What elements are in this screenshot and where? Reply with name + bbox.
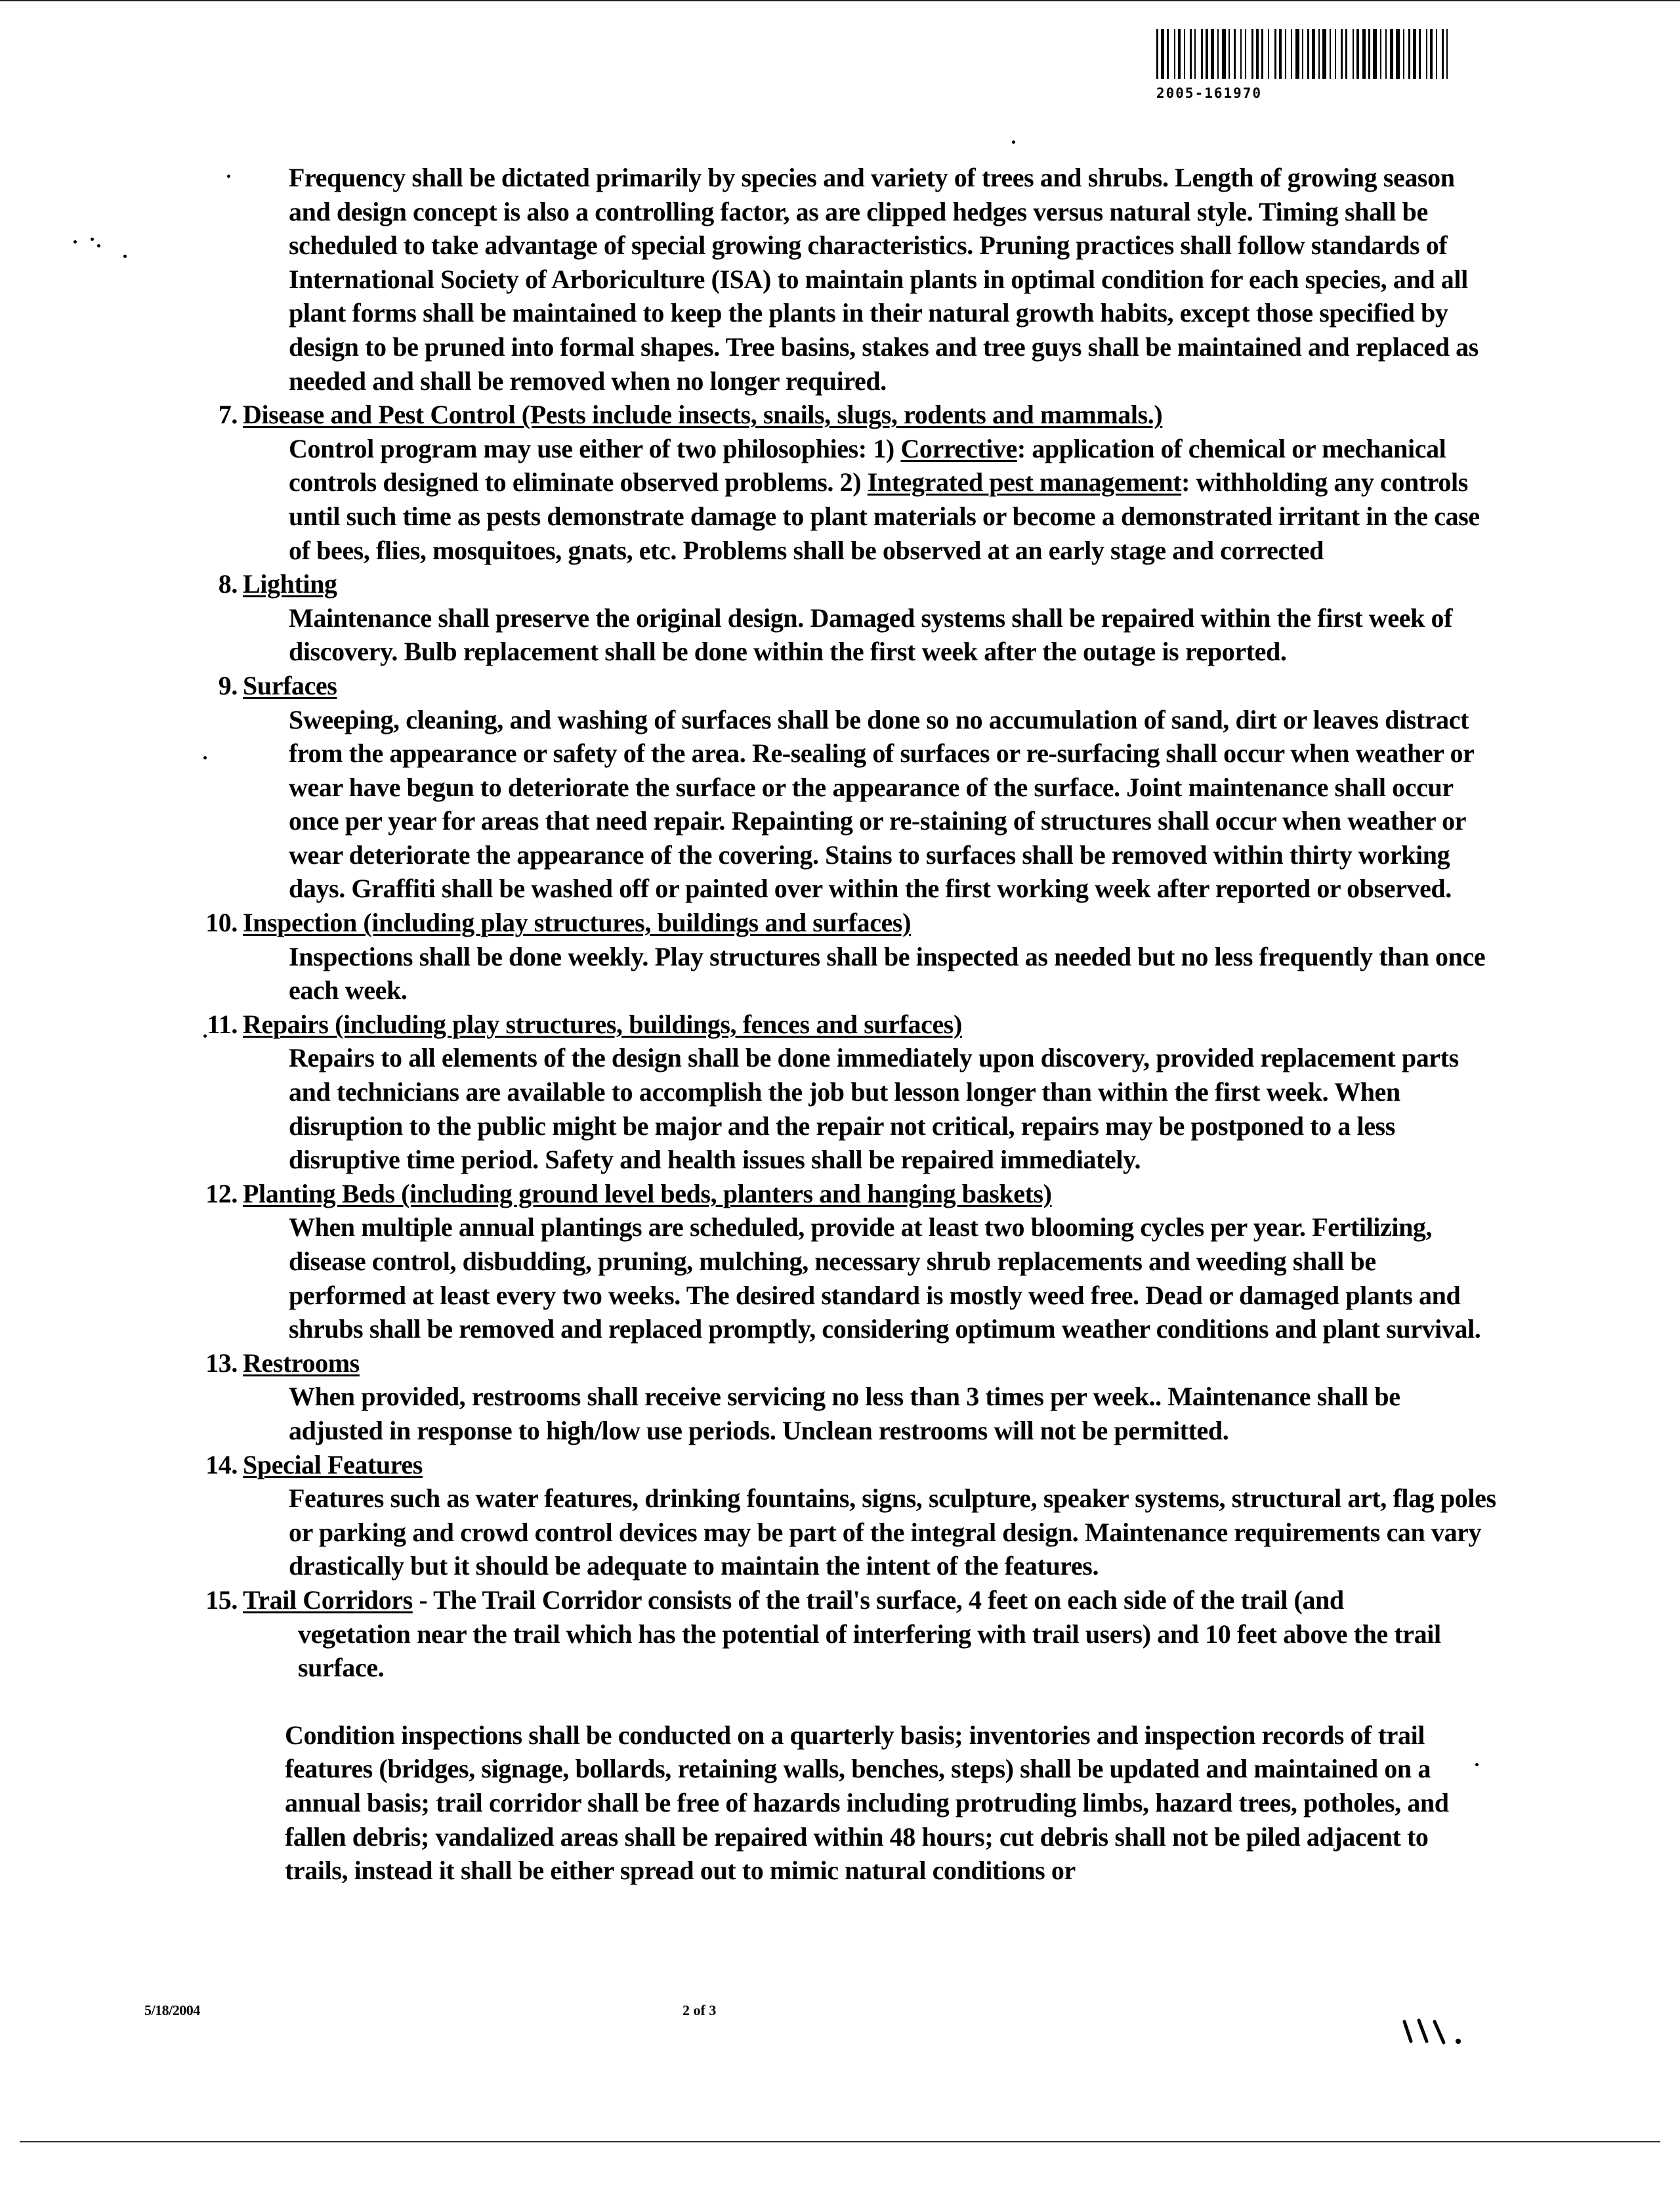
- section-8-lighting: [190, 567, 1496, 669]
- condition-inspections-paragraph: Condition inspections shall be conducted on a quarterly basis; inventories and inspection records of trail features (bridges, signage, bollards, retaining walls, benches, steps) shall be updated and maintained on a annual basis; trail corridor shall be free of hazards including protruding limbs, hazard trees, potholes, and fallen debris; vandalized areas shall be repaired within 48 hours; cut debris shall not be piled adjacent to trails, instead it shall be either spread out to mimic natural conditions or: [285, 1720, 1449, 1886]
- section-13-restrooms: [190, 1346, 1496, 1448]
- section-heading: Planting Beds (including ground level beds, planters and hanging baskets): [243, 1178, 1052, 1208]
- barcode-bar: [1206, 29, 1208, 79]
- section-body: Repairs to all elements of the design shall be done immediately upon discovery, provided replacement parts and technicians are available to accomplish the job but lesson longer than within the first week. When disruption to the public might be major and the repair not critical, repairs may be postponed to a less disruptive time period. Safety and health issues shall be repaired immediately.: [289, 1043, 1459, 1175]
- barcode-bar: [1240, 29, 1242, 79]
- scan-speck: [1475, 1763, 1479, 1766]
- section-body: Features such as water features, drinking fountains, signs, sculpture, speaker systems, structural art, flag poles or parking and crowd control devices may be part of the integral design. Maintenance requirements can vary drastically but it should be adequate to maintain the intent of the features.: [289, 1483, 1496, 1581]
- barcode-bar: [1318, 29, 1320, 79]
- section-first-line: [243, 1583, 1496, 1617]
- top-scan-edge: [0, 0, 1680, 1]
- section-lead-text: - The Trail Corridor consists of the trail's surface, 4 feet on each side of the trail (and: [412, 1584, 1344, 1615]
- section-heading: Repairs (including play structures, buildings, fences and surfaces): [243, 1009, 962, 1039]
- footer-page-number: 2 of 3: [682, 2002, 717, 2018]
- section-body: When multiple annual plantings are scheduled, provide at least two blooming cycles per year. Fertilizing, disease control, disbudding, pruning, mulching, necessary shrub replacements and weeding shall be performed at least every two weeks. The desired standard is mostly weed free. Dead or damaged plants and shrubs shall be removed and replaced promptly, considering optimum weather conditions and plant survival.: [289, 1212, 1481, 1344]
- section-heading: Disease and Pest Control (Pests include insects, snails, slugs, rodents and mammals.): [243, 400, 1163, 430]
- barcode-bar: [1330, 29, 1331, 79]
- barcode-bar: [1390, 29, 1393, 79]
- section-body: Inspections shall be done weekly. Play structures shall be inspected as needed but no less frequently than once each week.: [289, 941, 1486, 1006]
- section-12-planting-beds: [190, 1177, 1496, 1346]
- barcode-bar: [1368, 29, 1370, 79]
- bottom-scan-edge: [20, 2141, 1660, 2142]
- barcode-bar: [1261, 29, 1263, 79]
- barcode-bar: [1408, 29, 1410, 79]
- barcode-bar: [1217, 29, 1219, 79]
- barcode-bar: [1285, 29, 1286, 79]
- barcode-bar: [1436, 29, 1437, 79]
- body-text: : application of chemical or mechanical controls designed to eliminate observed problems. 2): [289, 433, 1446, 498]
- section-heading: Trail Corridors: [243, 1584, 413, 1615]
- section-10-inspection: [190, 906, 1496, 1008]
- barcode-bar: [1184, 29, 1185, 79]
- scan-speck: [227, 175, 230, 178]
- scan-speck: [203, 1034, 207, 1038]
- scan-speck: [1012, 140, 1015, 144]
- barcode-bar: [1167, 29, 1169, 79]
- section-11-repairs: [190, 1008, 1496, 1177]
- scan-speck: [123, 255, 127, 258]
- barcode-bar: [1211, 29, 1214, 79]
- section-number: 14.: [205, 1449, 238, 1479]
- barcode-bar: [1373, 29, 1377, 79]
- barcode-bar: [1268, 29, 1269, 79]
- barcode-bar: [1274, 29, 1276, 79]
- section-continuation: vegetation near the trail which has the potential of interfering with trail users) and 10 feet above the trail surface.: [298, 1619, 1441, 1683]
- section-9-surfaces: [190, 669, 1496, 906]
- barcode-bar: [1302, 29, 1303, 79]
- barcode-bar: [1312, 29, 1315, 79]
- barcode-bar: [1442, 29, 1444, 79]
- barcode-bar: [1341, 29, 1343, 79]
- barcode-bar: [1295, 29, 1299, 79]
- section-number: 13.: [205, 1348, 238, 1378]
- section-heading: Restrooms: [243, 1348, 360, 1378]
- body-text: Control program may use either of two philosophies: 1): [289, 433, 901, 463]
- section-number: 7.: [218, 400, 238, 430]
- section-number: 8.: [218, 569, 238, 599]
- section-number: 12.: [205, 1178, 238, 1208]
- barcode-bar: [1234, 29, 1236, 79]
- section-body: When provided, restrooms shall receive servicing no less than 3 times per week.. Maintenance shall be adjusted in response to high/low use periods. Unclean restrooms will not be permitted.: [289, 1382, 1400, 1445]
- barcode-bar: [1385, 29, 1387, 79]
- barcode-bar: [1307, 29, 1309, 79]
- scan-speck: [91, 238, 94, 241]
- section-number: 11.: [207, 1009, 238, 1039]
- barcode-bar: [1245, 29, 1246, 79]
- barcode-bar: [1345, 29, 1347, 79]
- barcode-bar: [1279, 29, 1282, 79]
- section-number: 9.: [218, 670, 238, 700]
- barcode-bar: [1380, 29, 1381, 79]
- term-corrective: Corrective: [900, 433, 1017, 463]
- footer-date: 5/18/2004: [144, 2002, 200, 2018]
- section-15-trail-corridors: [190, 1583, 1496, 1685]
- section-heading: Surfaces: [243, 670, 337, 700]
- scan-speck: [74, 240, 77, 244]
- section-body: [289, 432, 1496, 567]
- section-heading: Special Features: [243, 1449, 423, 1479]
- barcode-bar: [1194, 29, 1196, 79]
- handwritten-mark: [1398, 2015, 1477, 2054]
- barcode-bar: [1251, 29, 1253, 79]
- paragraph-gap: [190, 1685, 1496, 1718]
- section-number: 10.: [205, 908, 238, 938]
- section-body: Sweeping, cleaning, and washing of surfaces shall be done so no accumulation of sand, dirt or leaves distract from the appearance or safety of the area. Re-sealing of surfaces or re-surfacing shall occur when weather or wear have begun to deteriorate the surface or the appearance of the surface. Joint maintenance shall occur once per year for areas that need repair. Repainting or re-staining of structures shall occur when weather or wear deteriorate the appearance of the covering. Stains to surfaces shall be removed within thirty working days. Graffiti shall be washed off or painted over within the first working week after reported or observed.: [289, 704, 1474, 904]
- barcode-bar: [1256, 29, 1259, 79]
- scan-speck: [203, 756, 207, 759]
- barcode: [1156, 29, 1453, 79]
- barcode-bar: [1201, 29, 1203, 79]
- barcode-bar: [1190, 29, 1192, 79]
- section-heading: Inspection (including play structures, buildings and surfaces): [243, 908, 911, 938]
- barcode-bar: [1446, 29, 1448, 79]
- barcode-bar: [1403, 29, 1404, 79]
- barcode-bar: [1335, 29, 1336, 79]
- barcode-bar: [1426, 29, 1427, 79]
- barcode-bar: [1356, 29, 1359, 79]
- barcode-bar: [1178, 29, 1181, 79]
- barcode-bar: [1396, 29, 1400, 79]
- scan-speck: [97, 244, 100, 247]
- barcode-bar: [1291, 29, 1292, 79]
- barcode-bar: [1161, 29, 1164, 79]
- intro-paragraph: Frequency shall be dictated primarily by species and variety of trees and shrubs. Length of growing season and design concept is also a controlling factor, as are clipped hedges versus natural style. Timing shall be scheduled to take advantage of special growing characteristics. Pruning practices shall follow standards of International Society of Arboriculture (ISA) to maintain plants in optimal condition for each species, and all plant forms shall be maintained to keep the plants in their natural growth habits, except those specified by design to be pruned into formal shapes. Tree basins, stakes and tree guys shall be maintained and replaced as needed and shall be removed when no longer required.: [289, 163, 1479, 396]
- barcode-bar: [1413, 29, 1416, 79]
- barcode-bar: [1322, 29, 1326, 79]
- term-integrated-pest-management: Integrated pest management: [867, 467, 1182, 498]
- barcode-bar: [1362, 29, 1366, 79]
- section-heading: Lighting: [243, 569, 337, 599]
- barcode-bar: [1156, 29, 1158, 79]
- barcode-bar: [1430, 29, 1433, 79]
- barcode-bar: [1174, 29, 1175, 79]
- barcode-bar: [1353, 29, 1354, 79]
- barcode-bar: [1228, 29, 1230, 79]
- section-number: 15.: [205, 1584, 238, 1615]
- section-14-special-features: [190, 1448, 1496, 1583]
- document-body: [190, 161, 1496, 1888]
- barcode-bar: [1222, 29, 1226, 79]
- section-7-disease-pest-control: [190, 398, 1496, 567]
- barcode-bar: [1419, 29, 1421, 79]
- barcode-number: 2005-161970: [1156, 85, 1263, 101]
- body-text: : withholding any controls until such time as pests demonstrate damage to plant materials or become a demonstrated irritant in the case of bees, flies, mosquitoes, gnats, etc. Problems shall be observed at an early stage and corrected: [289, 467, 1480, 565]
- section-body: Maintenance shall preserve the original design. Damaged systems shall be repaired within the first week of discovery. Bulb replacement shall be done within the first week after the outage is reported.: [289, 603, 1453, 667]
